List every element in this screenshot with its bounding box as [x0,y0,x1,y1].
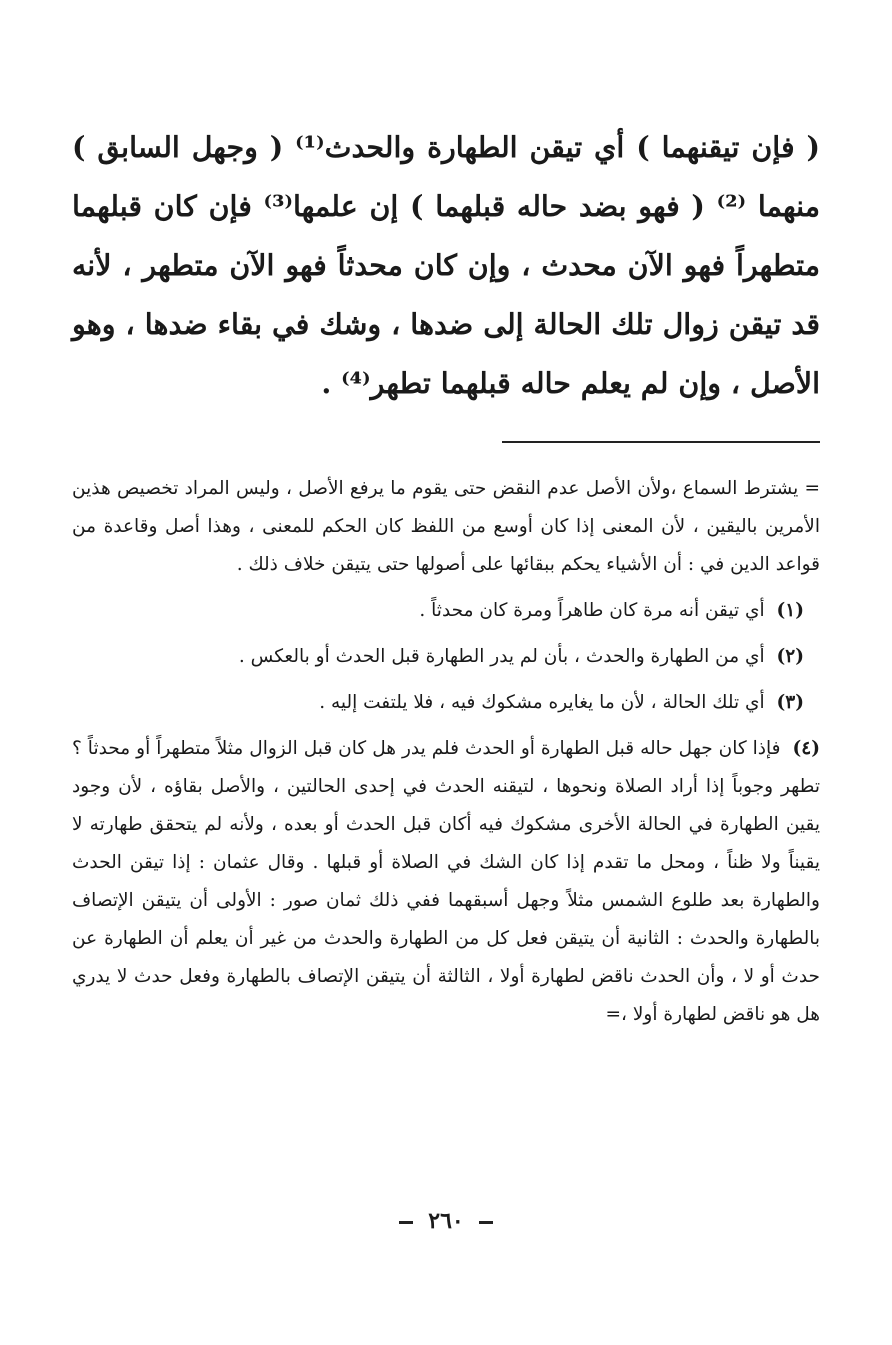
footnote-1 [72,592,820,630]
footnote-2 [72,638,820,676]
footnote-2-text: أي من الطهارة والحدث ، بأن لم يدر الطهارة قبل الحدث أو بالعكس . [238,646,765,667]
footnote-3-number: (٣) [776,692,804,713]
footnote-3-text: أي تلك الحالة ، لأن ما يغايره مشكوك فيه ، فلا يلتفت إليه . [319,692,765,713]
footnotes-block [72,470,820,1042]
page-number-footer [0,1208,892,1234]
footnote-4-text: فإذا كان جهل حاله قبل الطهارة أو الحدث فلم يدر هل كان قبل الزوال مثلاً متطهراً أو محدثاً ؟ تطهر وجوباً إذا أراد الصلاة ونحوها ، لتيقنه الحدث في إحدى الحالتين ، والأصل بقاؤه ، لأن وجود يقين الطهارة في الحالة الأخرى مشكوك فيه أكان قبل الحدث أو بعده ، ولأنه لم يتحقق طهارته لا يقيناً ولا ظناً ، ومحل ما تقدم إذا كان الشك في الصلاة أو قبلها . وقال عثمان : إذا تيقن الحدث والطهارة بعد طلوع الشمس مثلاً وجهل أسبقهما ففي ذلك ثمان صور : الأولى أن يتيقن الإتصاف بالطهارة والحدث : الثانية أن يتيقن فعل كل من الطهارة والحدث من غير أن يعلم أن الطهارة عن حدث أو لا ، وأن الحدث ناقض لطهارة أولا ، الثالثة أن يتيقن الإتصاف بالطهارة وفعل حدث لا يدري هل هو ناقض لطهارة أولا ،= [72,738,820,1025]
footnote-1-text: أي تيقن أنه مرة كان طاهراً ومرة كان محدثاً . [419,600,765,621]
footnote-4 [72,730,820,1034]
page-number: ٢٦٠ [428,1208,464,1234]
main-text-block [72,118,820,413]
footnote-4-number: (٤) [792,738,820,759]
page-number-dash-left [399,1221,413,1224]
page-number-dash-right [479,1221,493,1224]
footnote-1-number: (١) [776,600,804,621]
footnote-3 [72,684,820,722]
footnote-continuation: = يشترط السماع ،ولأن الأصل عدم النقض حتى يقوم ما يرفع الأصل ، وليس المراد تخصيص هذين الأمرين باليقين ، لأن المعنى إذا كان أوسع من اللفظ كان الحكم للمعنى ، وهذا أصل وقاعدة من قواعد الدين في : أن الأشياء يحكم ببقائها على أصولها حتى يتيقن خلاف ذلك . [72,478,820,575]
footnote-separator [502,441,820,443]
main-paragraph: ( فإن تيقنهما ) أي تيقن الطهارة والحدث⁽¹⁾ ( وجهل السابق ) منهما ⁽²⁾ ( فهو بضد حاله قبلهما ) إن علمها⁽³⁾ فإن كان قبلهما متطهراً فهو الآن محدث ، وإن كان محدثاً فهو الآن متطهر ، لأنه قد تيقن زوال تلك الحالة إلى ضدها ، وشك في بقاء ضدها ، وهو الأصل ، وإن لم يعلم حاله قبلهما تطهر⁽⁴⁾ . [72,130,820,400]
footnote-2-number: (٢) [776,646,804,667]
